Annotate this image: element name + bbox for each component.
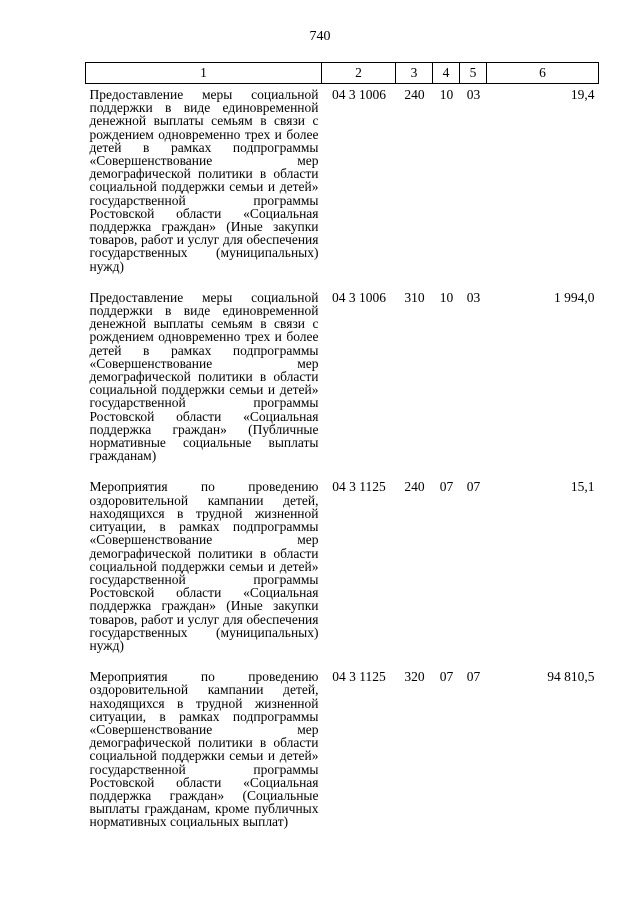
row-section: 07 (439, 479, 454, 495)
row-expense-type: 240 (404, 87, 425, 102)
table-header (86, 63, 599, 84)
column-header-section: 4 (433, 63, 460, 84)
row-subsection: 03 (466, 87, 481, 102)
row-amount: 19,4 (570, 87, 595, 102)
header-row (86, 63, 599, 84)
row-section: 10 (439, 87, 454, 102)
row-expense-type: 310 (404, 289, 425, 305)
column-header-subsection: 5 (460, 63, 487, 84)
row-section: 10 (439, 289, 454, 305)
column-header-amount: 6 (487, 63, 599, 84)
table-row (86, 287, 599, 477)
row-subsection: 07 (466, 479, 481, 495)
table-row (86, 84, 599, 287)
row-expense-type: 320 (404, 669, 425, 685)
row-code: 04 3 1125 (332, 669, 386, 685)
row-amount: 1 994,0 (554, 289, 595, 305)
column-header-expense-type: 3 (396, 63, 433, 84)
table-body (86, 84, 599, 843)
row-subsection: 03 (466, 289, 481, 305)
row-description: Мероприятия по проведению оздоровительной кампании детей, находящихся в трудной жизненной ситуации, в рамках подпрограммы «Совершенствование мер демографической политики в области социальной поддержки семьи и детей» государственной программы Ростовской области «Социальная поддержка граждан» (Иные закупки товаров, работ и услуг для обеспечения государственных (муниципальных) нужд) (89, 479, 319, 653)
row-description: Предоставление меры социальной поддержки в виде единовременной денежной выплаты семьям в связи с рождением одновременно трех и более детей в рамках подпрограммы «Совершенствование мер демографической политики в области социальной поддержки семьи и детей» государственной программы Ростовской области «Социальная поддержка граждан» (Иные закупки товаров, работ и услуг для обеспечения государственных (муниципальных) нужд) (89, 87, 319, 274)
column-header-code: 2 (322, 63, 396, 84)
row-code: 04 3 1006 (332, 87, 386, 102)
row-subsection: 07 (466, 669, 481, 685)
page-number: 740 (309, 29, 331, 44)
row-description: Мероприятия по проведению оздоровительной кампании детей, находящихся в трудной жизненной ситуации, в рамках подпрограммы «Совершенствование мер демографической политики в области социальной поддержки семьи и детей» государственной программы Ростовской области «Социальная поддержка граждан» (Социальные выплаты гражданам, кроме публичных нормативных социальных выплат) (89, 669, 319, 830)
row-code: 04 3 1125 (332, 479, 386, 495)
table-row (86, 476, 599, 666)
row-amount: 94 810,5 (547, 669, 595, 685)
row-expense-type: 240 (404, 479, 425, 495)
row-amount: 15,1 (570, 479, 595, 495)
row-code: 04 3 1006 (332, 289, 386, 305)
row-section: 07 (439, 669, 454, 685)
row-description: Предоставление меры социальной поддержки в виде единовременной денежной выплаты семьям в связи с рождением одновременно трех и более детей в рамках подпрограммы «Совершенствование мер демографической политики в области социальной поддержки семьи и детей» государственной программы Ростовской области «Социальная поддержка граждан» (Публичные нормативные социальные выплаты гражданам) (89, 289, 319, 464)
table-row (86, 666, 599, 842)
column-header-description: 1 (86, 63, 322, 84)
budget-table (85, 62, 599, 843)
